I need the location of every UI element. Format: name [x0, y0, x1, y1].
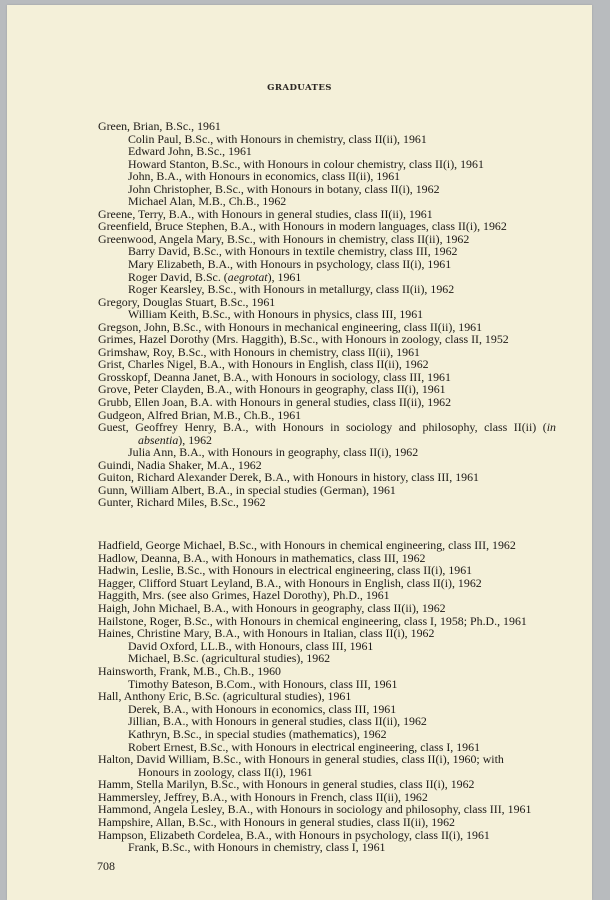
- entry-main: Grubb, Ellen Joan, B.A. with Honours in general studies, class II(ii), 1962: [98, 395, 452, 410]
- entry-sub: Julia Ann, B.A., with Honours in geography, class II(i), 1962: [128, 445, 419, 460]
- entry-sub: Kathryn, B.Sc., in special studies (mathematics), 1962: [128, 726, 387, 741]
- entry-main: Gregory, Douglas Stuart, B.Sc., 1961: [98, 294, 276, 309]
- entry-main: Halton, David William, B.Sc., with Honours in general studies, class II(i), 1960; with: [98, 752, 504, 767]
- entry-sub: Michael Alan, M.B., Ch.B., 1962: [128, 194, 287, 209]
- entry-sub: Colin Paul, B.Sc., with Honours in chemistry, class II(ii), 1961: [128, 131, 427, 146]
- entry-main: Hailstone, Roger, B.Sc., with Honours in chemical engineering, class I, 1958; Ph.D., 1961: [98, 613, 527, 628]
- entry-sub: Roger David, B.Sc. (aegrotat), 1961: [128, 269, 302, 284]
- entry-main: Grimshaw, Roy, B.Sc., with Honours in chemistry, class II(ii), 1961: [98, 344, 420, 359]
- entry-main: Hainsworth, Frank, M.B., Ch.B., 1960: [98, 663, 281, 678]
- entry-sub: John, B.A., with Honours in economics, class II(ii), 1961: [128, 169, 401, 184]
- entry-main: Guindi, Nadia Shaker, M.A., 1962: [98, 457, 262, 472]
- entry-main: Hadwin, Leslie, B.Sc., with Honours in electrical engineering, class II(i), 1961: [98, 563, 473, 578]
- entry-sub: Edward John, B.Sc., 1961: [128, 144, 252, 159]
- entry-main: Hamm, Stella Marilyn, B.Sc., with Honours in general studies, class II(i), 1962: [98, 777, 475, 792]
- entry-main: Greenwood, Angela Mary, B.Sc., with Honours in chemistry, class II(ii), 1962: [98, 231, 470, 246]
- entry-sub: Timothy Bateson, B.Com., with Honours, class III, 1961: [128, 676, 398, 691]
- entry-sub: John Christopher, B.Sc., with Honours in botany, class II(i), 1962: [128, 181, 440, 196]
- section-h-entries: [98, 539, 556, 854]
- entry-main: Gudgeon, Alfred Brian, M.B., Ch.B., 1961: [98, 407, 302, 422]
- entry-main: Haines, Christine Mary, B.A., with Honours in Italian, class II(i), 1962: [98, 626, 435, 641]
- entry-main: Grove, Peter Clayden, B.A., with Honours in geography, class II(i), 1961: [98, 382, 446, 397]
- entry-main: Gunn, William Albert, B.A., in special studies (German), 1961: [98, 482, 396, 497]
- section-g-entries: [98, 120, 556, 509]
- entry-main: Gunter, Richard Miles, B.Sc., 1962: [98, 495, 266, 510]
- running-head: GRADUATES: [267, 83, 332, 93]
- italic-term: in: [546, 420, 556, 435]
- entry-sub: Derek, B.A., with Honours in economics, class III, 1961: [128, 701, 397, 716]
- entry-sub: Michael, B.Sc. (agricultural studies), 1962: [128, 651, 331, 666]
- entry-main: Green, Brian, B.Sc., 1961: [98, 119, 221, 133]
- entry-sub: Mary Elizabeth, B.A., with Honours in psychology, class II(i), 1961: [128, 257, 452, 272]
- entry-continuation: Honours in zoology, class II(i), 1961: [138, 764, 313, 779]
- entry-main: Haggith, Mrs. (see also Grimes, Hazel Dorothy), Ph.D., 1961: [98, 588, 390, 603]
- entry-main: Grist, Charles Nigel, B.A., with Honours in English, class II(ii), 1962: [98, 357, 429, 372]
- entry-sub: Howard Stanton, B.Sc., with Honours in colour chemistry, class II(i), 1961: [128, 156, 484, 171]
- page-number: 708: [97, 859, 115, 873]
- entry-main: Grimes, Hazel Dorothy (Mrs. Haggith), B.Sc., with Honours in zoology, class II, 1952: [98, 332, 509, 347]
- entry-main: Gregson, John, B.Sc., with Honours in mechanical engineering, class II(ii), 1961: [98, 319, 483, 334]
- entry-main: Greenfield, Bruce Stephen, B.A., with Honours in modern languages, class II(i), 1962: [98, 219, 507, 234]
- italic-term: aegrotat: [227, 269, 268, 284]
- italic-term: absentia: [138, 432, 179, 447]
- entry-sub: Frank, B.Sc., with Honours in chemistry, class I, 1961: [128, 840, 386, 855]
- entry-main: Hampshire, Allan, B.Sc., with Honours in general studies, class II(ii), 1962: [98, 815, 455, 830]
- entry-main: Hadfield, George Michael, B.Sc., with Honours in chemical engineering, class III, 1962: [98, 538, 516, 552]
- entry-main: Hammersley, Jeffrey, B.A., with Honours in French, class II(ii), 1962: [98, 789, 428, 804]
- entry-sub: Barry David, B.Sc., with Honours in textile chemistry, class III, 1962: [128, 244, 458, 259]
- document-page: [7, 5, 592, 900]
- entry-sub: Jillian, B.A., with Honours in general studies, class II(ii), 1962: [128, 714, 427, 729]
- entry-sub: Roger Kearsley, B.Sc., with Honours in metallurgy, class II(ii), 1962: [128, 282, 455, 297]
- entry-main: Haigh, John Michael, B.A., with Honours in geography, class II(ii), 1962: [98, 600, 446, 615]
- entry-main: Hadlow, Deanna, B.A., with Honours in mathematics, class III, 1962: [98, 550, 426, 565]
- entry-main: Hampson, Elizabeth Cordelea, B.A., with Honours in psychology, class II(i), 1961: [98, 827, 490, 842]
- entry-main: Hagger, Clifford Stuart Leyland, B.A., with Honours in English, class II(i), 1962: [98, 575, 482, 590]
- entry-sub: William Keith, B.Sc., with Honours in physics, class III, 1961: [128, 307, 424, 322]
- entry-main: Grosskopf, Deanna Janet, B.A., with Honours in sociology, class III, 1961: [98, 369, 451, 384]
- entry-main: Hall, Anthony Eric, B.Sc. (agricultural studies), 1961: [98, 689, 352, 704]
- entry-main: Greene, Terry, B.A., with Honours in general studies, class II(ii), 1961: [98, 206, 433, 221]
- entry-sub: Robert Ernest, B.Sc., with Honours in electrical engineering, class I, 1961: [128, 739, 481, 754]
- entry-sub: David Oxford, LL.B., with Honours, class III, 1961: [128, 638, 374, 653]
- entry-main: Hammond, Angela Lesley, B.A., with Honours in sociology and philosophy, class III, 1961: [98, 802, 532, 817]
- entry-main: Guiton, Richard Alexander Derek, B.A., with Honours in history, class III, 1961: [98, 470, 479, 485]
- entry-main: Guest, Geoffrey Henry, B.A., with Honours in sociology and philosophy, class II(ii) (in: [98, 420, 556, 435]
- entry-continuation: absentia), 1962: [138, 432, 212, 447]
